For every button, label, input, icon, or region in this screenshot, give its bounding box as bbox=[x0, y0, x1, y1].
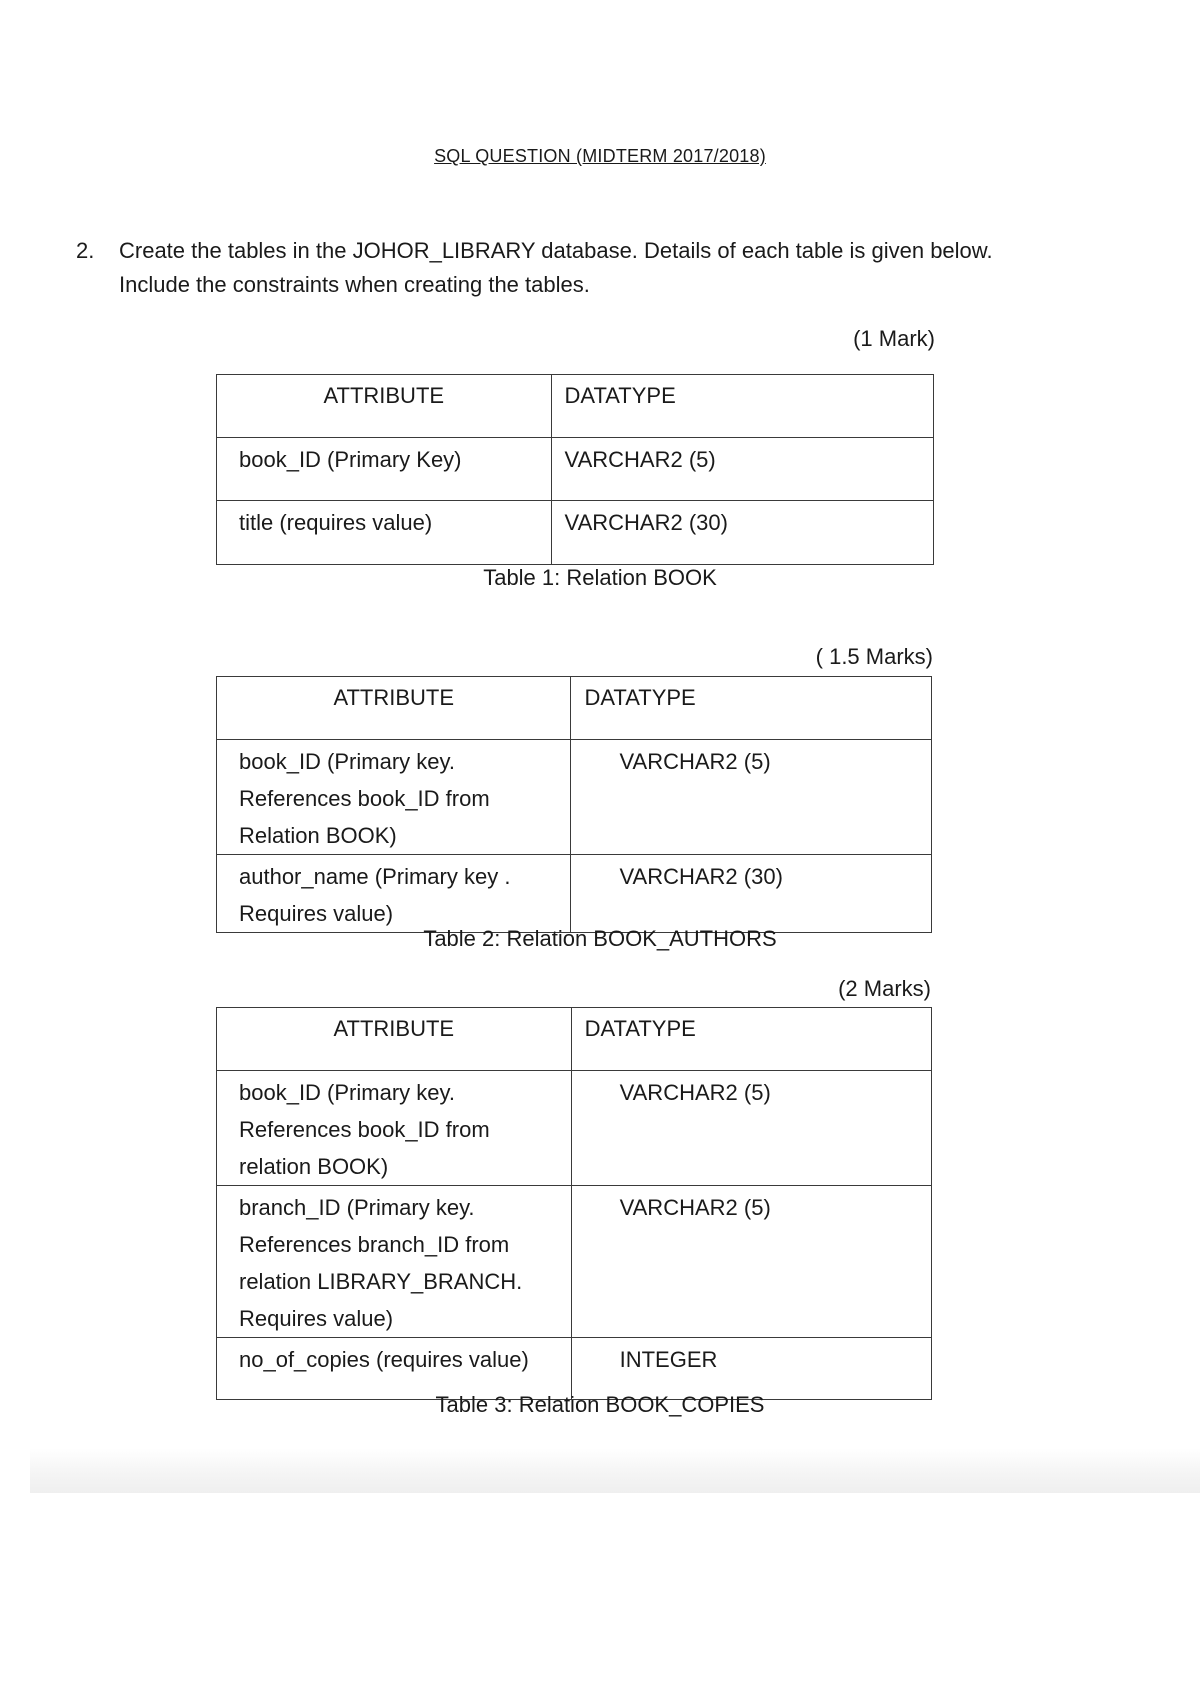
header-datatype: DATATYPE bbox=[571, 677, 932, 740]
question-block bbox=[76, 234, 1056, 302]
datatype-cell: VARCHAR2 (5) bbox=[551, 438, 933, 501]
table-header-row bbox=[217, 677, 932, 740]
table-row bbox=[217, 740, 932, 855]
attribute-line: title (requires value) bbox=[239, 510, 433, 535]
table-2-marks: ( 1.5 Marks) bbox=[815, 644, 933, 669]
question-number: 2. bbox=[76, 238, 95, 263]
table-row bbox=[217, 1338, 932, 1400]
attribute-line: References branch_ID from bbox=[239, 1232, 510, 1257]
header-attribute: ATTRIBUTE bbox=[217, 677, 571, 740]
datatype-cell: INTEGER bbox=[571, 1338, 931, 1400]
attribute-cell bbox=[217, 855, 571, 933]
attribute-cell bbox=[217, 1338, 572, 1400]
question-line: Include the constraints when creating the tables. bbox=[119, 272, 590, 297]
header-attribute: ATTRIBUTE bbox=[217, 375, 552, 438]
table-header-row bbox=[217, 375, 934, 438]
attribute-line: Requires value) bbox=[239, 901, 394, 926]
attribute-cell bbox=[217, 740, 571, 855]
datatype-cell: VARCHAR2 (30) bbox=[551, 501, 933, 565]
attribute-line: Relation BOOK) bbox=[239, 823, 397, 848]
attribute-cell bbox=[217, 438, 552, 501]
attribute-line: author_name (Primary key . bbox=[239, 864, 511, 889]
document-title: SQL QUESTION (MIDTERM 2017/2018) bbox=[434, 146, 766, 166]
header-attribute: ATTRIBUTE bbox=[217, 1008, 572, 1071]
attribute-line: relation BOOK) bbox=[239, 1154, 389, 1179]
attribute-line: Requires value) bbox=[239, 1306, 394, 1331]
attribute-line: book_ID (Primary key. bbox=[239, 749, 455, 774]
page-shadow-band bbox=[30, 1448, 1200, 1493]
attribute-line: branch_ID (Primary key. bbox=[239, 1195, 475, 1220]
attribute-line: relation LIBRARY_BRANCH. bbox=[239, 1269, 523, 1294]
datatype-cell: VARCHAR2 (5) bbox=[571, 740, 932, 855]
header-datatype: DATATYPE bbox=[551, 375, 933, 438]
datatype-cell: VARCHAR2 (5) bbox=[571, 1071, 931, 1186]
attribute-line: book_ID (Primary key. bbox=[239, 1080, 455, 1105]
table-header-row bbox=[217, 1008, 932, 1071]
attribute-cell bbox=[217, 501, 552, 565]
table-3-relation-book-copies bbox=[216, 1007, 932, 1400]
table-row bbox=[217, 438, 934, 501]
datatype-cell: VARCHAR2 (5) bbox=[571, 1186, 931, 1338]
table-2-relation-book-authors bbox=[216, 676, 932, 933]
table-row bbox=[217, 1186, 932, 1338]
table-row bbox=[217, 1071, 932, 1186]
attribute-line: book_ID (Primary Key) bbox=[239, 447, 462, 472]
attribute-cell bbox=[217, 1071, 572, 1186]
table-row bbox=[217, 501, 934, 565]
question-line: Create the tables in the JOHOR_LIBRARY database. Details of each table is given below. bbox=[119, 238, 993, 263]
table-1-relation-book bbox=[216, 374, 934, 565]
question-text bbox=[119, 234, 1056, 302]
table-3-marks: (2 Marks) bbox=[838, 976, 931, 1001]
attribute-line: References book_ID from bbox=[239, 786, 490, 811]
table-3-caption: Table 3: Relation BOOK_COPIES bbox=[435, 1392, 765, 1417]
table-row bbox=[217, 855, 932, 933]
attribute-cell bbox=[217, 1186, 572, 1338]
table-1-caption: Table 1: Relation BOOK bbox=[483, 565, 717, 590]
attribute-line: References book_ID from bbox=[239, 1117, 490, 1142]
datatype-cell: VARCHAR2 (30) bbox=[571, 855, 932, 933]
table-1-marks: (1 Mark) bbox=[853, 326, 935, 351]
attribute-line: no_of_copies (requires value) bbox=[239, 1347, 529, 1372]
header-datatype: DATATYPE bbox=[571, 1008, 931, 1071]
table-2-caption: Table 2: Relation BOOK_AUTHORS bbox=[423, 926, 777, 951]
